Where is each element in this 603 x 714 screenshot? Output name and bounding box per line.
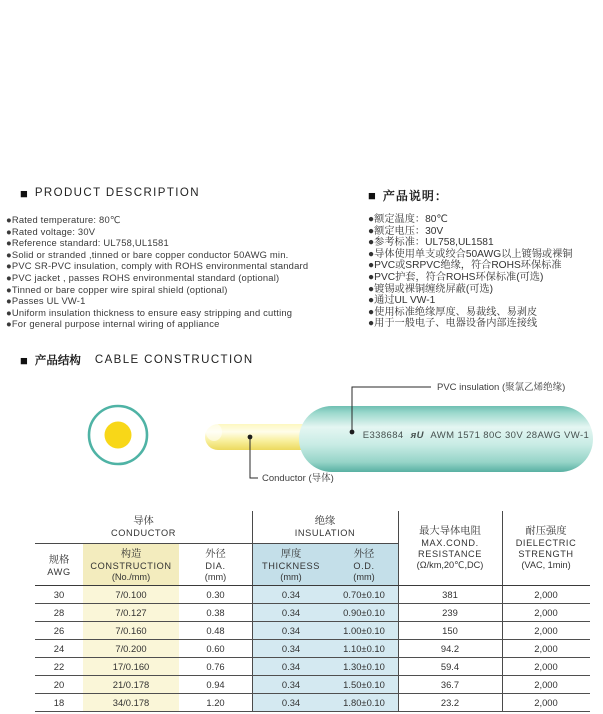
cross-section-conductor-core [105, 422, 132, 449]
table-cell: 2,000 [534, 679, 558, 690]
list-item: ●Passes UL VW-1 [6, 295, 86, 307]
table-cell: 0.34 [281, 697, 301, 708]
list-item: ●Rated temperature: 80℃ [6, 214, 121, 225]
cable-cert-number: E338684 [362, 430, 404, 441]
table-cell: 2,000 [534, 697, 558, 708]
cable-construction-title-en: CABLE CONSTRUCTION [94, 354, 254, 366]
col-label-cn: 最大导体电阻 [419, 526, 481, 537]
product-description-list-cn [368, 214, 572, 330]
table-cell: 23.2 [440, 697, 460, 708]
table-cell: 7/0.127 [115, 607, 147, 618]
spec-table [35, 508, 590, 712]
table-cell: 94.2 [440, 643, 460, 654]
conductor-group-header [35, 511, 252, 543]
col-label-cn: 耐压强度 [525, 526, 567, 537]
list-item: ●PVC或SRPVC绝缘，符合ROHS环保标准 [368, 260, 562, 272]
product-description-list-en [6, 214, 308, 330]
table-row [35, 694, 590, 712]
square-bullet-icon: ■ [20, 185, 28, 201]
cable-print-text [363, 430, 589, 441]
table-cell: 7/0.160 [115, 625, 147, 636]
col-label-en: THICKNESS [262, 561, 320, 571]
list-item: ●Solid or stranded ,tinned or bare copper conductor 50AWG min. [6, 248, 289, 260]
cable-spec-print: AWM 1571 80C 30V 28AWG VW-1 [430, 430, 590, 441]
table-cell: 26 [53, 625, 65, 636]
list-item: ●使用标准绝缘厚度、易裁线、易剥皮 [368, 306, 538, 318]
table-cell: 30 [53, 589, 65, 600]
col-unit: (VAC, 1min) [521, 560, 571, 570]
cable-construction-heading [20, 352, 254, 368]
table-cell: 0.48 [206, 625, 225, 636]
dielectric-column-header [502, 511, 590, 586]
list-item: ●For general purpose internal wiring of appliance [6, 318, 220, 330]
list-item: ●额定温度：80℃ [368, 214, 448, 225]
cable-construction-title-cn: 产品结构 [34, 355, 81, 367]
conductor-highlight [206, 423, 222, 441]
list-item: ●额定电压：30V [368, 225, 444, 237]
list-item: ●通过UL VW-1 [368, 295, 436, 307]
col-unit: (mm) [280, 572, 302, 582]
table-cell: 1.10±0.10 [343, 643, 385, 654]
spec-table-body [35, 586, 590, 712]
table-cell: 2,000 [534, 589, 558, 600]
thickness-column-header [252, 546, 330, 586]
table-cell: 59.4 [440, 661, 460, 672]
table-cell: 0.94 [206, 679, 225, 690]
table-cell: 28 [53, 607, 65, 618]
table-cell: 239 [442, 607, 458, 618]
insulation-label: PVC insulation (聚氯乙烯绝缘) [437, 382, 566, 393]
table-cell: 36.7 [440, 679, 460, 690]
col-unit: (mm) [353, 572, 375, 582]
table-cell: 2,000 [534, 661, 558, 672]
product-description-heading [20, 187, 200, 199]
group-label-cn: 绝缘 [314, 515, 336, 527]
table-cell: 18 [53, 697, 65, 708]
col-unit: (Ω/km,20℃,DC) [416, 560, 484, 570]
table-cell: 0.60 [206, 643, 225, 654]
table-cell: 0.34 [281, 679, 301, 690]
table-cell: 0.90±0.10 [343, 607, 385, 618]
list-item: ●导体使用单支或绞合50AWG以上镀锡或裸铜 [368, 248, 573, 260]
list-item: ●PVC SR-PVC insulation, comply with ROHS environmental standard [6, 260, 309, 272]
dia-column-header [179, 546, 252, 586]
square-bullet-icon: ■ [20, 352, 28, 368]
conductor-leader-dot [248, 435, 253, 440]
table-cell: 22 [53, 661, 65, 672]
col-unit: (mm) [204, 572, 227, 582]
table-cell: 2,000 [534, 607, 558, 618]
table-cell: 24 [53, 643, 65, 654]
awg-column-header [35, 546, 83, 586]
col-unit: (No./mm) [111, 572, 151, 582]
insulation-group-header [252, 511, 398, 543]
insulation-leader-dot [350, 430, 355, 435]
col-label-en: O.D. [353, 561, 375, 571]
table-cell: 0.34 [281, 661, 301, 672]
construction-column-header [83, 546, 179, 586]
list-item: ●用于一般电子、电器设备内部连接线 [368, 318, 538, 330]
table-row [35, 640, 590, 658]
product-description-cn-title: 产品说明： [382, 189, 448, 203]
list-item: ●镀锡或裸铜缠绕屏蔽(可选) [368, 283, 493, 295]
col-label-cn: 外径 [353, 549, 375, 560]
table-row [35, 658, 590, 676]
table-cell: 0.34 [281, 607, 301, 618]
table-cell: 0.30 [206, 589, 225, 600]
table-cell: 7/0.100 [115, 589, 147, 600]
col-label-cn: 外径 [205, 549, 226, 560]
table-cell: 1.50±0.10 [343, 679, 385, 690]
table-cell: 150 [442, 625, 458, 636]
group-label-en: INSULATION [294, 527, 356, 538]
col-label-cn: 厚度 [280, 549, 302, 560]
table-cell: 2,000 [534, 643, 558, 654]
table-cell: 17/0.160 [112, 661, 150, 672]
group-label-en: CONDUCTOR [111, 527, 176, 538]
col-label-cn: 规格 [48, 554, 70, 566]
table-cell: 1.20 [206, 697, 225, 708]
square-bullet-icon: ■ [368, 188, 376, 203]
table-cell: 21/0.178 [112, 679, 150, 690]
product-description-cn-heading [368, 187, 448, 204]
table-cell: 0.76 [206, 661, 225, 672]
table-cell: 0.34 [281, 643, 301, 654]
table-cell: 0.70±0.10 [343, 589, 385, 600]
table-cell: 34/0.178 [112, 697, 150, 708]
table-cell: 381 [442, 589, 458, 600]
table-cell: 1.00±0.10 [343, 625, 385, 636]
table-cell: 20 [53, 679, 65, 690]
col-label-en: CONSTRUCTION [90, 561, 172, 571]
group-label-cn: 导体 [133, 515, 154, 527]
ul-recognized-mark-icon: ᴙU [410, 430, 424, 441]
list-item: ●Uniform insulation thickness to ensure easy stripping and cutting [6, 306, 293, 318]
table-row [35, 586, 590, 604]
table-cell: 2,000 [534, 625, 558, 636]
list-item: ●Rated voltage: 30V [6, 225, 96, 237]
list-item: ●Tinned or bare copper wire spiral shield (optional) [6, 283, 228, 295]
list-item: ●PVC护套，符合ROHS环保标准(可选) [368, 271, 544, 283]
product-description-title: PRODUCT DESCRIPTION [34, 187, 200, 199]
col-label-cn: 构造 [120, 549, 142, 560]
table-cell: 0.34 [281, 625, 301, 636]
table-row [35, 676, 590, 694]
list-item: ●Reference standard: UL758,UL1581 [6, 237, 169, 249]
col-label-en: DIA. [205, 561, 226, 571]
table-cell: 0.38 [206, 607, 225, 618]
table-row [35, 622, 590, 640]
col-label-en: MAX.COND. [421, 538, 479, 548]
col-label-en: RESISTANCE [417, 549, 483, 559]
list-item: ●参考标准：UL758,UL1581 [368, 237, 494, 249]
table-cell: 1.30±0.10 [343, 661, 385, 672]
col-label-en: STRENGTH [518, 549, 574, 559]
conductor-label: Conductor (导体) [262, 473, 334, 484]
table-row [35, 604, 590, 622]
table-cell: 7/0.200 [115, 643, 147, 654]
group-header-underline [35, 543, 398, 544]
cable-construction-diagram [0, 368, 603, 513]
col-label-en: DIELECTRIC [515, 538, 577, 548]
table-cell: 0.34 [281, 589, 301, 600]
od-column-header [330, 546, 398, 586]
list-item: ●PVC jacket , passes ROHS environmental standard (optional) [6, 271, 280, 283]
col-label-en: AWG [47, 566, 71, 577]
resistance-column-header [398, 511, 502, 586]
table-cell: 1.80±0.10 [343, 697, 385, 708]
